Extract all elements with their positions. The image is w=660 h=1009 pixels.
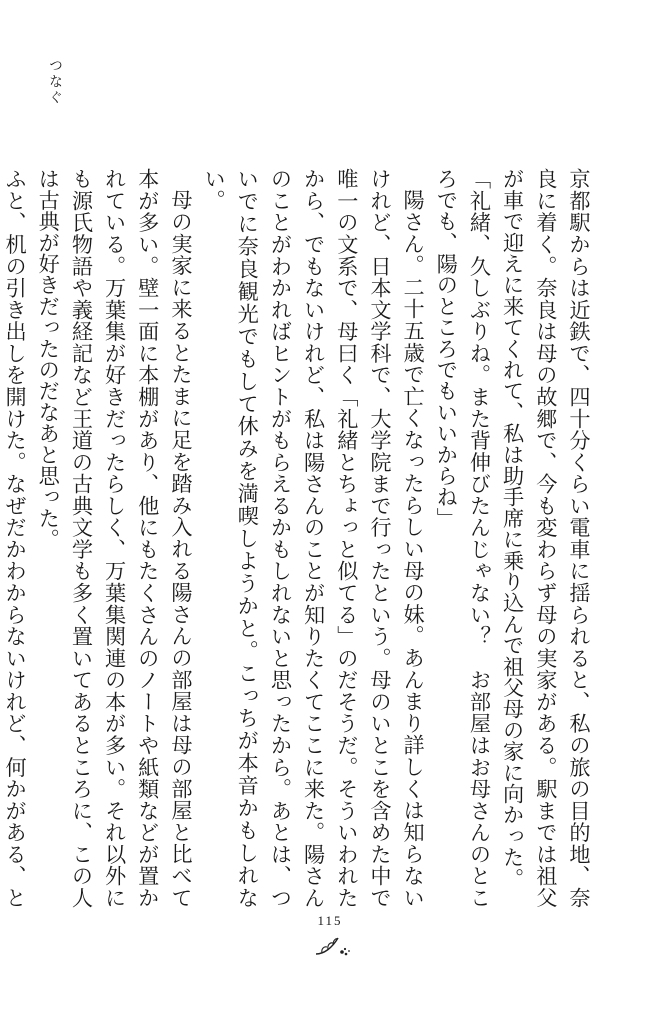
- paragraph-4: 母の実家に来るとたまに足を踏み入れる陽さんの部屋は母の部屋と比べて本が多い。壁一面に本棚があり、他にもたくさんのノートや紙類などが置かれている。万葉集が好きだったらしく、万葉集関連の本が多い。それ以外にも源氏物語や義経記など王道の古典文学も多く置いてあるところに、この人は古典が好きだったのだなあと思った。: [36, 168, 194, 908]
- paragraph-1: 京都駅からは近鉄で、四十分くらい電車に揺られると、私の旅の目的地、奈良に着く。奈良は母の故郷で、今も変わらず母の実家がある。駅までは祖父が車で迎えに来てくれて、私は助手席に乗り込んで祖父母の家に向かった。: [500, 168, 592, 908]
- paragraph-5: ふと、机の引き出しを開けた。なぜだかわからないけれど、何かがある、と: [3, 168, 29, 908]
- paragraph-2: 「礼緒、久しぶりね。また背伸びたんじゃない？ お部屋はお母さんのところでも、陽のところでもいいからね」: [434, 168, 493, 908]
- paragraph-3: 陽さん。二十五歳で亡くなったらしい母の妹。あんまり詳しくは知らないけれど、日本文学科で、大学院まで行ったという。母のいとこを含めた中で唯一の文系で、母曰く「礼緒とちょっと似てる」のだそうだ。そういわれたから、でもないけれど、私は陽さんのことが知りたくてここに来た。陽さんのことがわかればヒントがもらえるかもしれないと思ったから。あとは、ついでに奈良観光でもして休みを満喫しようかと。こっちが本音かもしれない。: [202, 168, 427, 908]
- body-text: [3, 168, 596, 908]
- page-number: 115: [317, 913, 343, 928]
- ginkgo-ornament-icon: [312, 930, 352, 960]
- running-head: つなぐ: [47, 58, 63, 106]
